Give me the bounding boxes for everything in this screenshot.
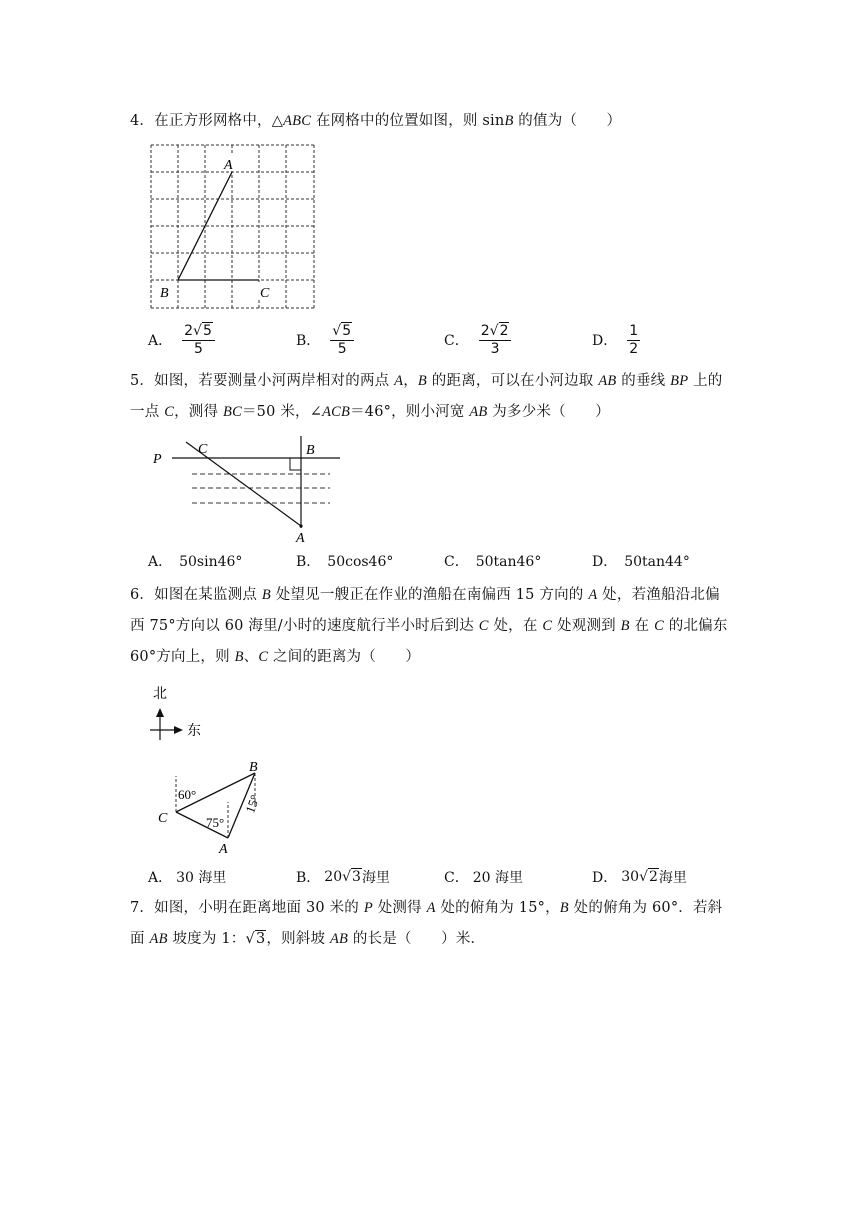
stem-text: 如图在某监测点 bbox=[154, 587, 262, 603]
option-d[interactable]: D． 30 √2 海里 bbox=[592, 869, 687, 886]
radicand: 2 bbox=[648, 869, 658, 885]
stem-var: C bbox=[258, 649, 269, 665]
question-5 bbox=[130, 366, 740, 428]
east-label: 东 bbox=[187, 724, 201, 739]
label-b: B bbox=[306, 443, 315, 458]
question-4-stem bbox=[130, 106, 740, 137]
option-a[interactable] bbox=[148, 323, 215, 357]
question-5-line-1 bbox=[130, 366, 740, 397]
north-label: 北 bbox=[153, 687, 167, 702]
option-c[interactable] bbox=[444, 860, 523, 894]
stem-var: AB bbox=[329, 931, 349, 947]
stem-text: 处望见一艘正在作业的渔船在南偏西 15 方向的 bbox=[270, 587, 589, 603]
coef: 30 bbox=[621, 869, 640, 885]
radicand: 5 bbox=[342, 322, 352, 339]
stem-var: B bbox=[504, 113, 514, 129]
stem-var: P bbox=[363, 900, 373, 916]
option-b[interactable]: B． 20 √3 海里 bbox=[296, 869, 390, 886]
stem-text: 、 bbox=[243, 649, 259, 665]
option-b[interactable] bbox=[296, 323, 354, 357]
stem-text: 坡度为 1： bbox=[167, 931, 246, 947]
denominator: 2 bbox=[629, 340, 639, 357]
question-7-line-2 bbox=[130, 924, 740, 955]
option-label: C． bbox=[444, 870, 469, 886]
stem-text: 的长是（ ）米． bbox=[348, 931, 486, 947]
denominator: 5 bbox=[194, 340, 203, 357]
angle-15-label: 15° bbox=[242, 792, 263, 816]
radicand: 3 bbox=[255, 931, 266, 947]
label-a: A bbox=[219, 842, 228, 856]
fraction: $\frac{√5}{5}$ bbox=[330, 324, 354, 357]
option-a[interactable]: A． 50sin46° bbox=[148, 554, 243, 570]
coef: 20 bbox=[324, 869, 343, 885]
option-b[interactable]: B． 50cos46° bbox=[296, 554, 394, 570]
stem-text: 在网格中的位置如图，则 sin bbox=[311, 113, 505, 129]
stem-var: ABC bbox=[283, 113, 312, 129]
stem-text: ＝46°，则小河宽 bbox=[350, 404, 470, 420]
fraction bbox=[627, 324, 640, 357]
question-6-line-2 bbox=[130, 611, 740, 642]
stem-var: BP bbox=[670, 373, 689, 389]
option-c[interactable] bbox=[444, 323, 511, 357]
numerator: 1 bbox=[629, 322, 639, 339]
stem-var: A bbox=[426, 900, 436, 916]
option-label: C． bbox=[444, 333, 469, 349]
stem-text: 西 75°方向以 60 海里/小时的速度航行半小时后到达 bbox=[130, 618, 479, 634]
stem-var: A bbox=[394, 373, 404, 389]
question-6-line-1 bbox=[130, 580, 740, 611]
option-text: 30 海里 bbox=[176, 870, 227, 886]
question-number: 7． bbox=[130, 900, 155, 916]
fraction: $\frac{2√2}{3}$ bbox=[479, 324, 512, 357]
radicand: 2 bbox=[499, 322, 509, 339]
stem-text: ，测得 bbox=[174, 404, 224, 420]
option-c[interactable]: C． 50tan46° bbox=[444, 554, 542, 570]
question-5-line-2 bbox=[130, 397, 740, 428]
coef: 2 bbox=[184, 322, 194, 339]
option-d[interactable]: D． 50tan44° bbox=[592, 554, 690, 570]
stem-text: 上的 bbox=[688, 373, 723, 389]
stem-text: 在 bbox=[629, 618, 655, 634]
stem-var: ACB bbox=[322, 404, 351, 420]
stem-var: BC bbox=[223, 404, 242, 420]
stem-text: 处的俯角为 15°， bbox=[435, 900, 560, 916]
option-label: A． bbox=[148, 870, 173, 886]
option-label: B． bbox=[296, 333, 321, 349]
stem-var: C bbox=[654, 618, 664, 634]
stem-text: 的距离，可以在小河边取 bbox=[426, 373, 599, 389]
question-7-line-1 bbox=[130, 893, 740, 924]
radicand: 5 bbox=[202, 322, 212, 339]
stem-var: AB bbox=[598, 373, 617, 389]
label-a: A bbox=[296, 531, 305, 544]
label-c: C bbox=[260, 286, 270, 301]
option-label: B． bbox=[296, 870, 321, 886]
angle-75-label: 75° bbox=[206, 815, 225, 830]
label-a: A bbox=[224, 158, 233, 173]
stem-text: 为多少米（ ） bbox=[487, 404, 610, 420]
stem-text: 60°方向上，则 bbox=[130, 649, 235, 665]
river-figure bbox=[148, 432, 348, 544]
label-c: C bbox=[198, 442, 208, 457]
stem-text: 如图，小明在距离地面 30 米的 bbox=[154, 900, 364, 916]
question-6-options bbox=[148, 860, 748, 894]
label-b: B bbox=[160, 286, 169, 301]
sqrt: √3 bbox=[245, 931, 266, 947]
stem-text: ＝50 米，∠ bbox=[241, 404, 323, 420]
compass-triangle-figure bbox=[145, 680, 285, 856]
stem-text: 如图，若要测量小河两岸相对的两点 bbox=[154, 373, 395, 389]
stem-var: C bbox=[542, 618, 553, 634]
stem-text: 的北偏东 bbox=[663, 618, 728, 634]
question-5-options bbox=[148, 544, 748, 578]
stem-text: 在正方形网格中，△ bbox=[154, 113, 284, 129]
stem-text: 处的俯角为 60°．若斜 bbox=[568, 900, 723, 916]
coef: 2 bbox=[480, 322, 490, 339]
stem-var: A bbox=[588, 587, 598, 603]
stem-text: 之间的距离为（ ） bbox=[268, 649, 421, 665]
stem-text: 的值为（ ） bbox=[513, 113, 622, 129]
stem-var: B bbox=[559, 900, 569, 916]
question-7 bbox=[130, 893, 740, 955]
denominator: 3 bbox=[490, 340, 500, 357]
unit: 海里 bbox=[361, 870, 390, 886]
question-number: 6． bbox=[130, 587, 155, 603]
angle-60-label: 60° bbox=[178, 787, 197, 802]
radicand: 3 bbox=[352, 869, 361, 885]
stem-var: AB bbox=[149, 931, 168, 947]
option-label: A． bbox=[148, 333, 173, 349]
option-a[interactable] bbox=[148, 860, 226, 894]
option-d[interactable] bbox=[592, 323, 640, 357]
stem-var: AB bbox=[469, 404, 488, 420]
question-6-line-3 bbox=[130, 642, 740, 673]
stem-text: 处，若渔船沿北偏 bbox=[597, 587, 720, 603]
river-lines bbox=[192, 474, 330, 503]
label-b: B bbox=[249, 760, 258, 775]
stem-var: B bbox=[620, 618, 630, 634]
question-6 bbox=[130, 580, 740, 673]
stem-text: 处，在 bbox=[488, 618, 543, 634]
stem-text: 处测得 bbox=[372, 900, 427, 916]
denominator: 5 bbox=[337, 340, 347, 357]
stem-text: ， bbox=[403, 373, 418, 389]
stem-var: B bbox=[261, 587, 271, 603]
stem-text: ，则斜坡 bbox=[266, 931, 330, 947]
stem-text: 一点 bbox=[130, 404, 165, 420]
stem-text: 的垂线 bbox=[616, 373, 671, 389]
question-number: 4． bbox=[130, 113, 155, 129]
stem-text: 面 bbox=[130, 931, 150, 947]
grid-triangle-figure bbox=[148, 142, 320, 312]
question-number: 5． bbox=[130, 373, 155, 389]
stem-text: 处观测到 bbox=[552, 618, 621, 634]
option-label: D． bbox=[592, 333, 618, 349]
label-p: P bbox=[153, 452, 162, 467]
fraction: $\frac{2√5}{5}$ bbox=[182, 324, 215, 357]
unit: 海里 bbox=[658, 870, 687, 886]
question-4 bbox=[130, 106, 740, 137]
question-4-options bbox=[148, 323, 748, 357]
stem-var: B bbox=[234, 649, 244, 665]
option-text: 20 海里 bbox=[472, 870, 523, 886]
option-label: D． bbox=[592, 870, 618, 886]
stem-var: C bbox=[478, 618, 489, 634]
stem-var: C bbox=[164, 404, 175, 420]
label-c: C bbox=[158, 811, 168, 826]
stem-var: B bbox=[417, 373, 427, 389]
